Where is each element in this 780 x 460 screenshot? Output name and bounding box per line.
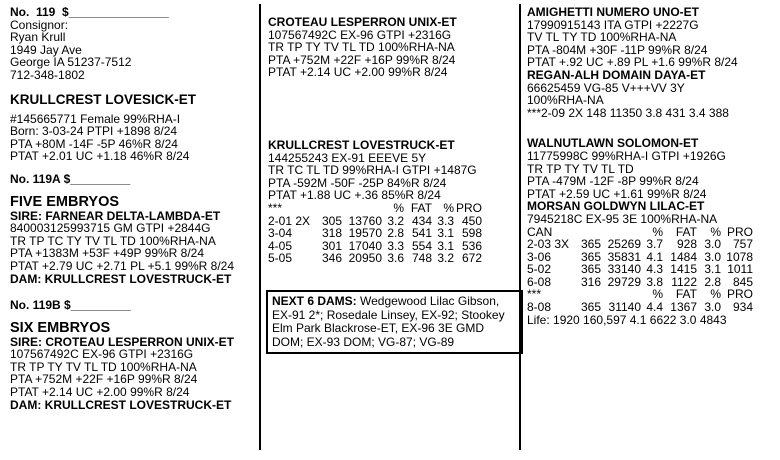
dam-line-2: TR TC TL TD 99%RHA-I GTPI +1487G	[268, 163, 477, 178]
dam-1-line-2: 100%RHA-NA	[527, 93, 604, 108]
table-cell: 2-03 3X	[527, 237, 570, 252]
five-embryos-heading: FIVE EMBRYOS	[10, 193, 120, 210]
table-cell: 2.8	[387, 226, 404, 241]
sire-1-line-4: PTAT +.92 UC +.89 PL +1.6 99%R 8/24	[527, 55, 738, 70]
table-cell: 316	[580, 274, 601, 289]
table-cell: FAT	[675, 224, 697, 239]
consignor-phone: 712-348-1802	[10, 67, 85, 82]
table-cell: 598	[461, 226, 482, 241]
table-cell: 3.0	[704, 237, 721, 252]
lot-a-number: No. 119A $_________	[10, 171, 131, 186]
table-cell: 1078	[726, 249, 753, 264]
sire-2-line-1: 11775998C 99%RHA-I GTPI +1926G	[527, 148, 726, 163]
dam-name: KRULLCREST LOVESTRUCK-ET	[268, 137, 455, 152]
table-cell: %	[652, 287, 663, 302]
table-cell: 3.3	[437, 213, 454, 228]
table-cell: 934	[732, 300, 753, 315]
table-cell: 4-05	[268, 238, 293, 253]
sire-name: CROTEAU LESPERRON UNIX-ET	[268, 15, 457, 29]
consignor-name: Ryan Krull	[10, 30, 66, 45]
table-cell: 3.2	[387, 213, 404, 228]
sire-2-line-2: TR TP TY TV TL TD	[527, 161, 634, 176]
table-cell: 365	[580, 237, 601, 252]
dam-1-line-1: 66625459 VG-85 V+++VV 3Y	[527, 80, 685, 95]
table-row	[527, 301, 753, 314]
sire-1-name: AMIGHETTI NUMERO UNO-ET	[527, 5, 699, 19]
sire-2-line-4: PTAT +2.59 UC +1.61 99%R 8/24	[527, 186, 707, 201]
table-cell: %	[393, 200, 404, 215]
dam-records-header	[268, 202, 482, 215]
table-cell: CAN	[527, 224, 553, 239]
table-cell: 3.8	[646, 274, 663, 289]
sire-2-name: WALNUTLAWN SOLOMON-ET	[527, 136, 699, 151]
table-cell: PRO	[726, 287, 753, 302]
table-row	[268, 227, 482, 240]
six-embryos-line-4: PTAT +2.14 UC +2.00 99%R 8/24	[10, 385, 190, 400]
lot-b-number: No. 119B $_________	[10, 298, 131, 313]
sire-1-line-2: TV TL TY TD 100%RHA-NA	[527, 30, 677, 45]
animal-name: KRULLCREST LOVESICK-ET	[10, 91, 197, 107]
sire-line-1: 107567492C EX-96 GTPI +2316G	[268, 27, 452, 42]
table-cell: 3-06	[527, 249, 552, 264]
table-row	[268, 252, 482, 265]
column-sire-dam	[268, 6, 516, 265]
next-dams-text: Wedgewood Lilac Gibson, EX-91 2*; Rosedale Linsey, EX-92; Stookey Elm Park Blackrose-ET, EX-96 3E GMD DOM; EX-93 DOM; VG-87; VG-89	[272, 294, 505, 349]
table-cell	[342, 202, 382, 215]
column-consignor	[10, 6, 255, 411]
table-cell: 4.4	[646, 300, 663, 315]
table-cell: 5-02	[527, 262, 552, 277]
consignor-label: Consignor:	[10, 17, 69, 32]
table-cell: 3.2	[437, 251, 454, 266]
table-row	[527, 238, 753, 251]
table-cell: 365	[580, 262, 601, 277]
table-cell	[316, 202, 342, 215]
lot-number: No. 119 $_______________	[10, 5, 169, 19]
table-cell: 2-01 2X	[268, 213, 311, 228]
dam-1-line-3: ***2-09 2X 148 11350 3.8 431 3.4 388	[527, 105, 729, 120]
six-embryos-line-1: 107567492C EX-96 GTPI +2316G	[10, 347, 194, 362]
dam-line-1: 144255243 EX-91 EEEVE 5Y	[268, 150, 427, 165]
sire-line-3: PTA +752M +22F +16P 99%R 8/24	[268, 52, 456, 67]
six-embryos-dam: DAM: KRULLCREST LOVESTRUCK-ET	[10, 397, 232, 412]
sire-line-2: TR TP TY TV TL TD 100%RHA-NA	[268, 40, 455, 55]
table-cell: %	[710, 224, 721, 239]
next-dams-label: NEXT 6 DAMS:	[272, 294, 357, 308]
table-cell: 1484	[670, 249, 697, 264]
dam-records-table	[268, 202, 482, 265]
sire-1-line-3: PTA -804M +30F -11P 99%R 8/24	[527, 42, 708, 57]
table-cell: 757	[732, 237, 753, 252]
dam-line-3: PTA -592M -50F -25P 84%R 8/24	[268, 175, 447, 190]
column-divider-1	[259, 4, 261, 450]
table-cell: 3.1	[437, 226, 454, 241]
table-cell: 1415	[670, 262, 697, 277]
table-cell: 554	[411, 238, 432, 253]
table-cell: 3.1	[704, 262, 721, 277]
table-cell: ***	[268, 200, 283, 215]
six-embryos-line-3: PTA +752M +22F +16P 99%R 8/24	[10, 372, 198, 387]
table-cell: 3.6	[387, 251, 404, 266]
table-cell: 13760	[348, 213, 382, 228]
table-cell: 2.8	[704, 274, 721, 289]
five-embryos-line-2: TR TP TC TY TV TL TD 100%RHA-NA	[10, 233, 216, 248]
five-embryos-sire: SIRE: FARNEAR DELTA-LAMBDA-ET	[10, 208, 221, 223]
table-cell: 365	[580, 249, 601, 264]
table-cell: 450	[461, 213, 482, 228]
table-cell: %	[443, 200, 454, 215]
table-cell: 672	[461, 251, 482, 266]
table-cell: 365	[580, 300, 601, 315]
table-cell: PRO	[726, 224, 753, 239]
column-divider-2	[519, 4, 521, 450]
consignor-address-2: George IA 51237-7512	[10, 55, 132, 70]
table-cell: 536	[461, 238, 482, 253]
table-cell: 1011	[727, 262, 753, 277]
five-embryos-dam: DAM: KRULLCREST LOVESTRUCK-ET	[10, 271, 232, 286]
dam-2-records-table	[527, 226, 753, 314]
next-dams-box	[266, 290, 523, 354]
dam-2-lifetime: Life: 1920 160,597 4.1 6622 3.0 4843	[527, 312, 727, 327]
table-cell: %	[652, 224, 663, 239]
table-cell: 29729	[607, 274, 641, 289]
sire-1-line-1: 17990915143 ITA GTPI +2227G	[527, 17, 699, 32]
table-cell: 19570	[348, 226, 382, 241]
six-embryos-line-2: TR TP TY TV TL TD 100%RHA-NA	[10, 359, 197, 374]
table-cell: FAT	[410, 200, 432, 215]
sire-line-4: PTAT +2.14 UC +2.00 99%R 8/24	[268, 65, 448, 80]
table-row	[527, 263, 753, 276]
table-cell: 3.3	[387, 238, 404, 253]
five-embryos-line-3: PTA +1383M +53F +49P 99%R 8/24	[10, 246, 205, 261]
five-embryos-line-1: 840003125993715 GM GTPI +2844G	[10, 221, 211, 236]
five-embryos-line-4: PTAT +2.79 UC +2.71 PL +5.1 99%R 8/24	[10, 258, 235, 273]
table-cell: 1122	[671, 274, 697, 289]
table-cell: 305	[321, 213, 342, 228]
table-cell: 33140	[607, 262, 641, 277]
table-cell: 5-05	[268, 251, 293, 266]
table-cell: 8-08	[527, 300, 552, 315]
table-cell: PRO	[455, 200, 482, 215]
table-cell: 20950	[348, 251, 382, 266]
table-cell: 3.7	[646, 237, 663, 252]
animal-ptat-line: PTAT +2.01 UC +1.18 46%R 8/24	[10, 149, 190, 164]
column-grandparents	[527, 6, 775, 326]
table-cell: 845	[732, 274, 753, 289]
table-cell: 928	[676, 237, 697, 252]
table-cell: 748	[411, 251, 432, 266]
table-cell: 3.1	[437, 238, 454, 253]
table-cell: 25269	[607, 237, 641, 252]
table-cell: 3.0	[704, 249, 721, 264]
table-cell: 17040	[348, 238, 382, 253]
consignor-address-1: 1949 Jay Ave	[10, 42, 82, 57]
table-cell: 3.0	[704, 300, 721, 315]
table-cell: %	[710, 287, 721, 302]
table-cell: 35831	[607, 249, 641, 264]
table-cell: 541	[411, 226, 432, 241]
table-cell: 4.3	[646, 262, 663, 277]
sire-2-line-3: PTA -479M -12F -8P 99%R 8/24	[527, 174, 699, 189]
table-cell: 318	[321, 226, 342, 241]
table-cell: 346	[321, 251, 342, 266]
table-cell: FAT	[675, 287, 697, 302]
six-embryos-heading: SIX EMBRYOS	[10, 319, 111, 336]
animal-id-line: #145665771 Female 99%RHA-I	[10, 111, 181, 126]
table-cell: 6-08	[527, 274, 552, 289]
dam-2-line-1: 7945218C EX-95 3E 100%RHA-NA	[527, 211, 718, 226]
dam-1-name: REGAN-ALH DOMAIN DAYA-ET	[527, 67, 706, 82]
table-cell: 434	[411, 213, 432, 228]
dam-2-name: MORSAN GOLDWYN LILAC-ET	[527, 199, 705, 214]
animal-pta-line: PTA +80M -14F -5P 46%R 8/24	[10, 136, 178, 151]
table-cell: 301	[321, 238, 342, 253]
six-embryos-sire: SIRE: CROTEAU LESPERRON UNIX-ET	[10, 334, 235, 349]
dam-line-4: PTAT +1.88 UC +.36 85%R 8/24	[268, 188, 441, 203]
animal-born-line: Born: 3-03-24 PTPI +1898 8/24	[10, 124, 178, 139]
table-cell: 3-04	[268, 226, 293, 241]
table-cell: ***	[527, 287, 542, 302]
table-cell: 31140	[608, 300, 641, 315]
table-cell: 4.1	[646, 249, 663, 264]
table-cell: 1367	[670, 300, 697, 315]
